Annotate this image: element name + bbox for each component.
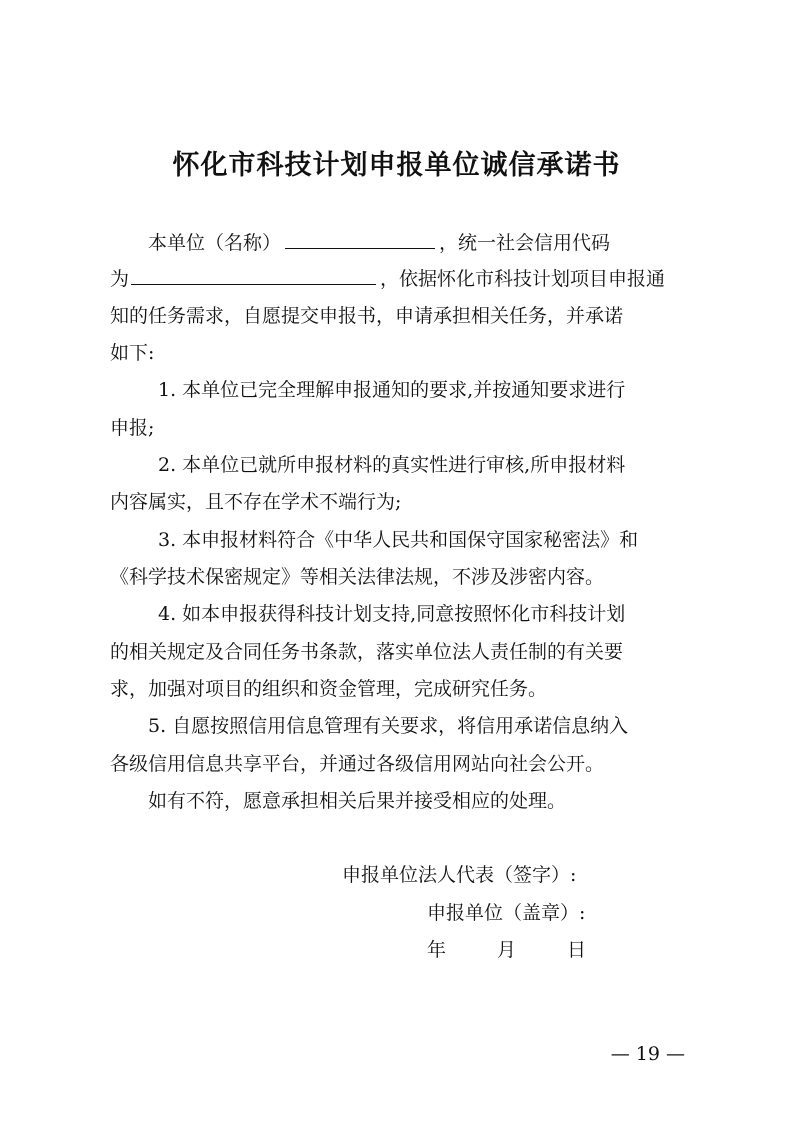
item-4-line-3: 求，加强对项目的组织和资金管理，完成研究任务。 [110,678,548,700]
item-5-line-2: 各级信用信息共享平台，并通过各级信用网站向社会公开。 [110,753,605,775]
intro-text-basis: ，依据怀化市科技计划项目申报通 [380,268,666,290]
intro-text-for: 为 [110,268,130,290]
document-title: 怀化市科技计划申报单位诚信承诺书 [172,150,621,181]
intro-line-2 [110,266,665,291]
unit-seal-label: 申报单位（盖章）: [427,902,586,924]
item-1-line-2: 申报; [110,417,155,439]
item-3-line-2: 《科学技术保密规定》等相关法律法规，不涉及涉密内容。 [110,566,605,588]
intro-text-name-label: 本单位（名称） [148,232,282,254]
item-2-line-1: 2. 本单位已就所申报材料的真实性进行审核,所申报材料 [158,454,626,476]
date-line [427,938,586,962]
item-3-line-1: 3. 本申报材料符合《中华人民共和国保守国家秘密法》和 [158,529,639,551]
date-year-label: 年 [427,939,447,961]
intro-line-4: 如下: [110,342,155,364]
date-month-label: 月 [497,939,517,961]
page-number: — 19 — [610,1043,685,1065]
intro-text-code-label: ，统一社会信用代码 [439,232,611,254]
item-2-line-2: 内容属实，且不存在学术不端行为; [110,491,402,513]
intro-line-3: 知的任务需求，自愿提交申报书，申请承担相关任务，并承诺 [110,305,624,327]
item-1-line-1: 1. 本单位已完全理解申报通知的要求,并按通知要求进行 [158,379,626,401]
legal-rep-signature-label: 申报单位法人代表（签字）: [342,864,577,886]
closing-statement: 如有不符，愿意承担相关后果并接受相应的处理。 [148,790,567,812]
unit-name-blank [285,230,435,249]
date-day-label: 日 [567,939,587,961]
intro-line-1 [148,230,610,255]
credit-code-blank [131,266,376,285]
item-4-line-1: 4. 如本申报获得科技计划支持,同意按照怀化市科技计划 [158,603,626,625]
item-5-line-1: 5. 自愿按照信用信息管理有关要求，将信用承诺信息纳入 [148,715,629,737]
item-4-line-2: 的相关规定及合同任务书条款，落实单位法人责任制的有关要 [110,641,624,663]
